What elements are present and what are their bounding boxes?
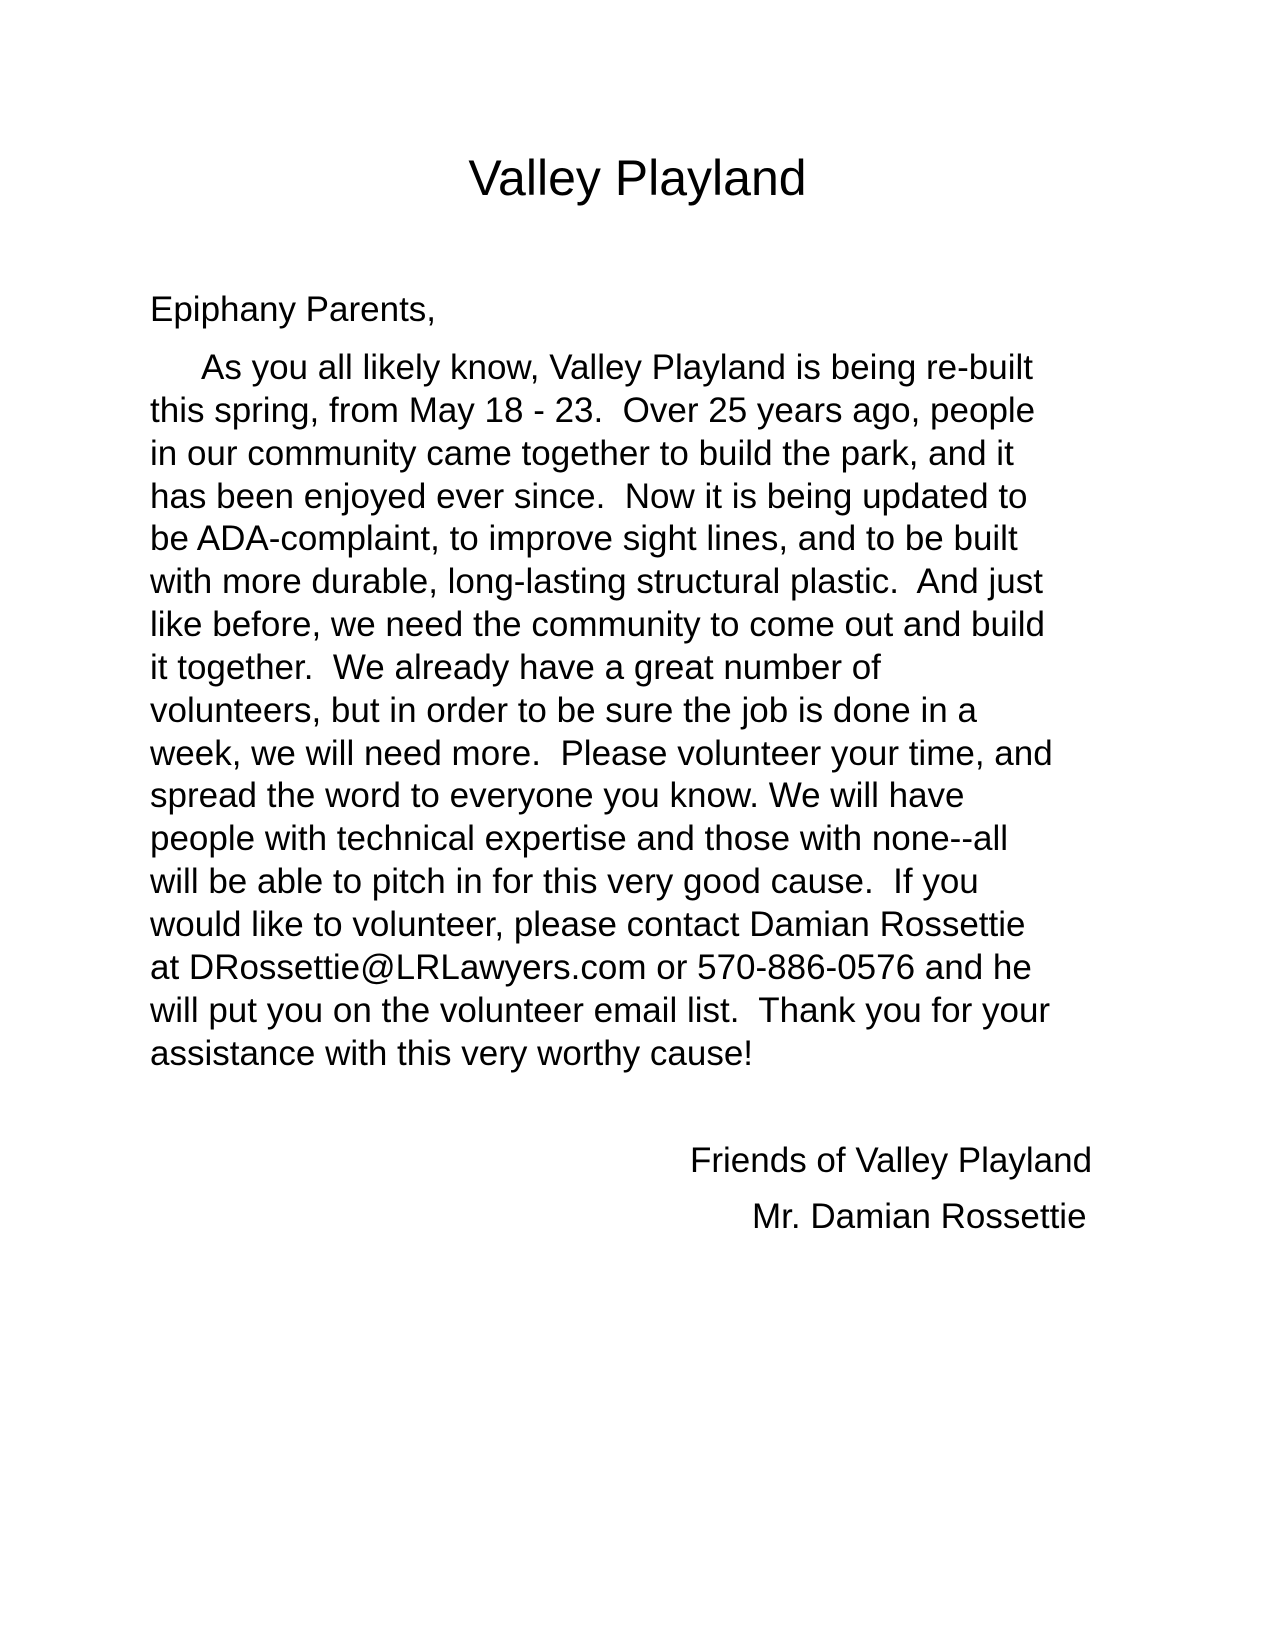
- body-line: spread the word to everyone you know. We will have: [150, 776, 965, 816]
- page-title: Valley Playland: [468, 150, 807, 206]
- body-line: As you all likely know, Valley Playland is being re-built: [201, 348, 1033, 387]
- body-line: will put you on the volunteer email list. Thank you for your: [150, 990, 1051, 1030]
- body-line: will be able to pitch in for this very good cause. If you: [150, 862, 979, 902]
- body-line: week, we will need more. Please volunteer your time, and: [150, 733, 1053, 773]
- letter-body: [150, 347, 1130, 1075]
- closing-organization: Friends of Valley Playland: [690, 1141, 1093, 1180]
- body-line: has been enjoyed ever since. Now it is being updated to: [150, 476, 1028, 516]
- body-line: like before, we need the community to come out and build: [150, 605, 1045, 645]
- body-line: with more durable, long-lasting structural plastic. And just: [150, 562, 1043, 602]
- body-line: it together. We already have a great number of: [150, 647, 881, 687]
- body-line: in our community came together to build the park, and it: [150, 433, 1014, 473]
- body-line: people with technical expertise and those with none--all: [150, 819, 1009, 859]
- body-line: this spring, from May 18 - 23. Over 25 years ago, people: [150, 390, 1036, 430]
- body-line: be ADA-complaint, to improve sight lines, and to be built: [150, 519, 1018, 559]
- body-line: volunteers, but in order to be sure the job is done in a: [150, 690, 977, 730]
- salutation: Epiphany Parents,: [150, 290, 437, 329]
- body-line: assistance with this very worthy cause!: [150, 1033, 754, 1073]
- closing-signer-name: Mr. Damian Rossettie: [752, 1197, 1087, 1236]
- body-line: would like to volunteer, please contact Damian Rossettie: [150, 904, 1026, 944]
- body-line: at DRossettie@LRLawyers.com or 570-886-0576 and he: [150, 947, 1032, 987]
